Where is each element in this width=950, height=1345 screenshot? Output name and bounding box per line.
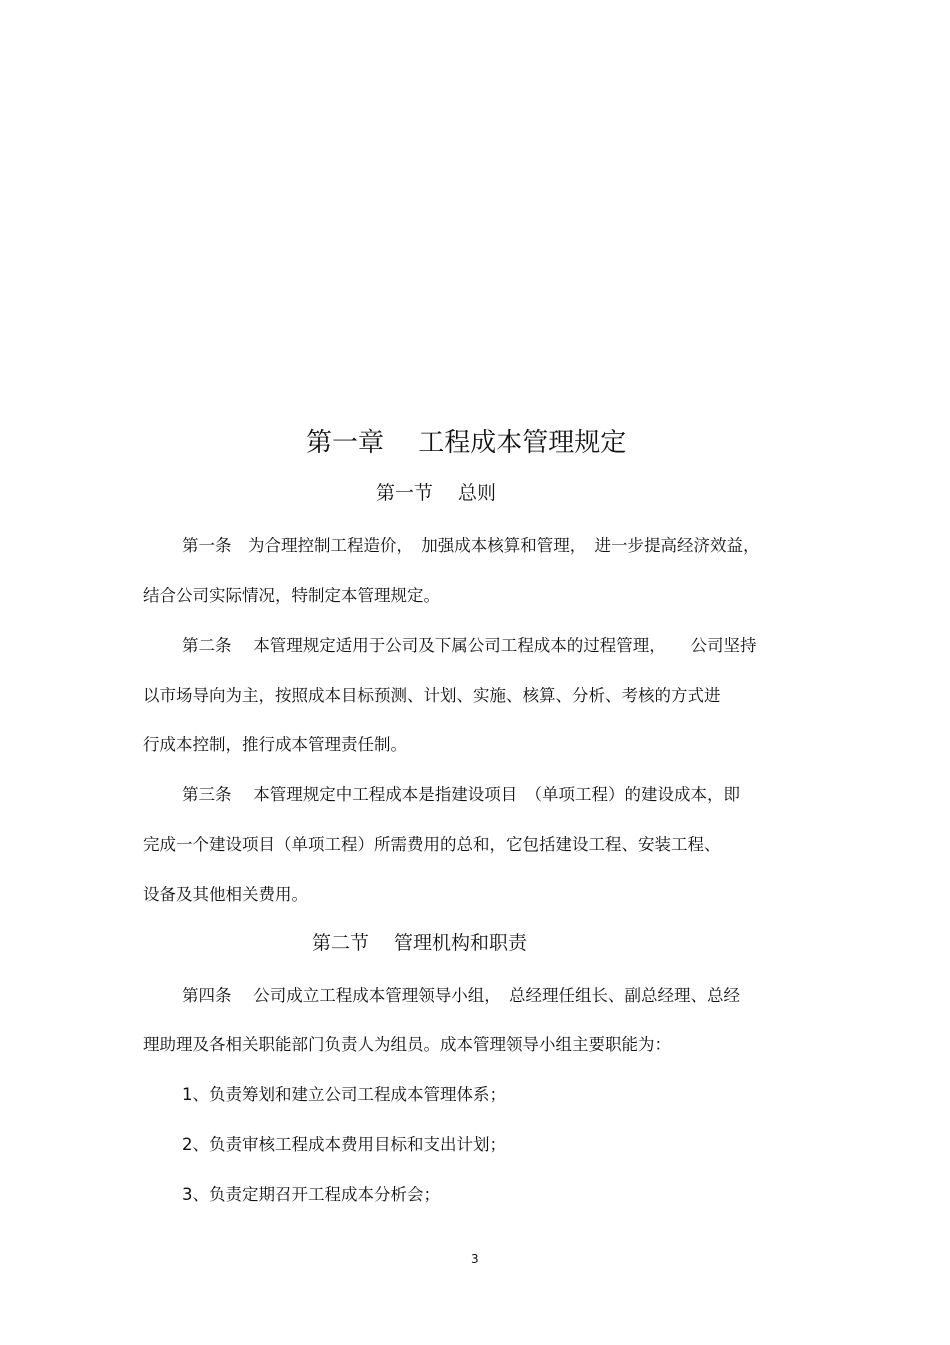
paragraph-line: 完成一个建设项目（单项工程）所需费用的总和，它包括建设工程、安装工程、 [143,835,721,854]
paragraph-line: 第三条 本管理规定中工程成本是指建设项目 （单项工程）的建设成本，即 [182,785,740,804]
paragraph-line: 行成本控制，推行成本管理责任制。 [143,735,407,754]
page-number: 3 [471,1252,479,1266]
paragraph-line: 设备及其他相关费用。 [143,885,308,904]
list-item: 2、负责审核工程成本费用目标和支出计划； [182,1135,506,1154]
section-title-organization: 第二节 管理机构和职责 [312,932,528,954]
paragraph-line: 以市场导向为主，按照成本目标预测、计划、实施、核算、分析、考核的方式进 [143,686,721,705]
paragraph-line: 第二条 本管理规定适用于公司及下属公司工程成本的过程管理， 公司坚持 [182,636,757,655]
chapter-title: 第一章 工程成本管理规定 [306,428,627,458]
paragraph-line: 结合公司实际情况，特制定本管理规定。 [143,586,440,605]
section-title-general: 第一节 总则 [376,482,497,504]
list-item: 1、负责筹划和建立公司工程成本管理体系； [182,1085,506,1104]
paragraph-line: 第四条 公司成立工程成本管理领导小组， 总经理任组长、副总经理、总经 [182,986,740,1005]
list-item: 3、负责定期召开工程成本分析会； [182,1185,440,1204]
paragraph-line: 第一条 为合理控制工程造价， 加强成本核算和管理， 进一步提高经济效益， [182,536,760,555]
paragraph-line: 理助理及各相关职能部门负责人为组员。成本管理领导小组主要职能为： [143,1035,671,1054]
